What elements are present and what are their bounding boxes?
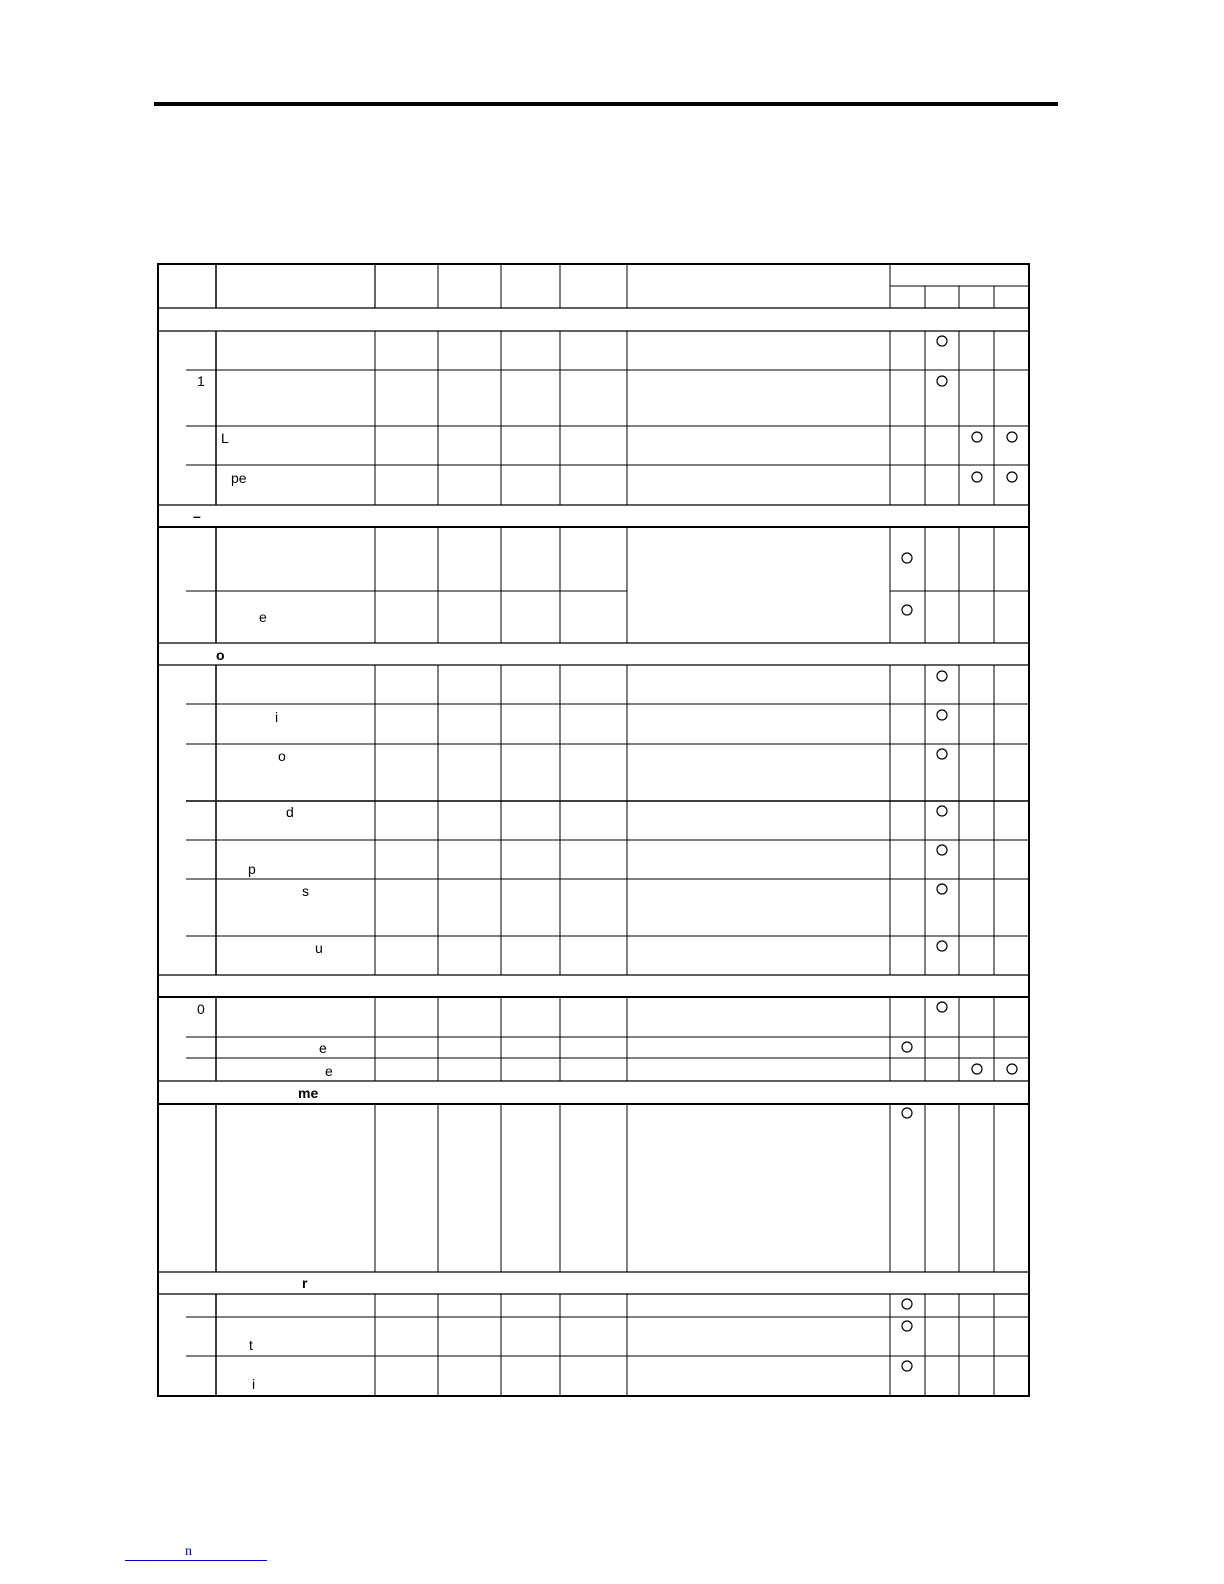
circle-mark bbox=[902, 1299, 912, 1309]
footer-link[interactable] bbox=[125, 1544, 267, 1561]
circle-mark bbox=[902, 605, 912, 615]
cell-text: t bbox=[249, 1337, 253, 1353]
circle-mark bbox=[937, 884, 947, 894]
cell-text: i bbox=[252, 1376, 256, 1392]
circle-mark bbox=[902, 1361, 912, 1371]
section-label: r bbox=[302, 1275, 308, 1291]
circle-mark bbox=[937, 941, 947, 951]
circle-mark bbox=[1007, 472, 1017, 482]
cell-text: u bbox=[315, 940, 323, 956]
circle-mark bbox=[937, 336, 947, 346]
circle-mark bbox=[902, 553, 912, 563]
circle-mark bbox=[937, 671, 947, 681]
cell-text: p bbox=[248, 861, 256, 877]
circle-mark bbox=[937, 710, 947, 720]
cell-text: s bbox=[302, 883, 309, 899]
circle-mark bbox=[972, 472, 982, 482]
circle-mark bbox=[1007, 432, 1017, 442]
circle-mark bbox=[937, 845, 947, 855]
cell-text: L bbox=[221, 430, 229, 446]
circle-mark bbox=[1007, 1064, 1017, 1074]
circle-mark bbox=[937, 1002, 947, 1012]
cell-text: i bbox=[275, 709, 279, 725]
cell-text: d bbox=[286, 804, 294, 820]
cell-text: e bbox=[325, 1063, 333, 1079]
row-number: 1 bbox=[197, 373, 205, 389]
footer-link-text: n bbox=[185, 1544, 192, 1559]
circle-mark bbox=[972, 432, 982, 442]
circle-mark bbox=[972, 1064, 982, 1074]
circle-mark bbox=[937, 376, 947, 386]
section-label: me bbox=[298, 1085, 319, 1101]
circle-mark bbox=[937, 806, 947, 816]
circle-mark bbox=[937, 749, 947, 759]
circle-mark bbox=[902, 1042, 912, 1052]
cell-text: e bbox=[259, 609, 267, 625]
cell-text: o bbox=[278, 748, 286, 764]
cell-text: e bbox=[319, 1040, 327, 1056]
section-label: o bbox=[216, 647, 225, 663]
row-number: 0 bbox=[197, 1001, 205, 1017]
circle-mark bbox=[902, 1321, 912, 1331]
circle-mark bbox=[902, 1108, 912, 1118]
section-label: – bbox=[193, 508, 201, 524]
cell-text: pe bbox=[231, 470, 247, 486]
